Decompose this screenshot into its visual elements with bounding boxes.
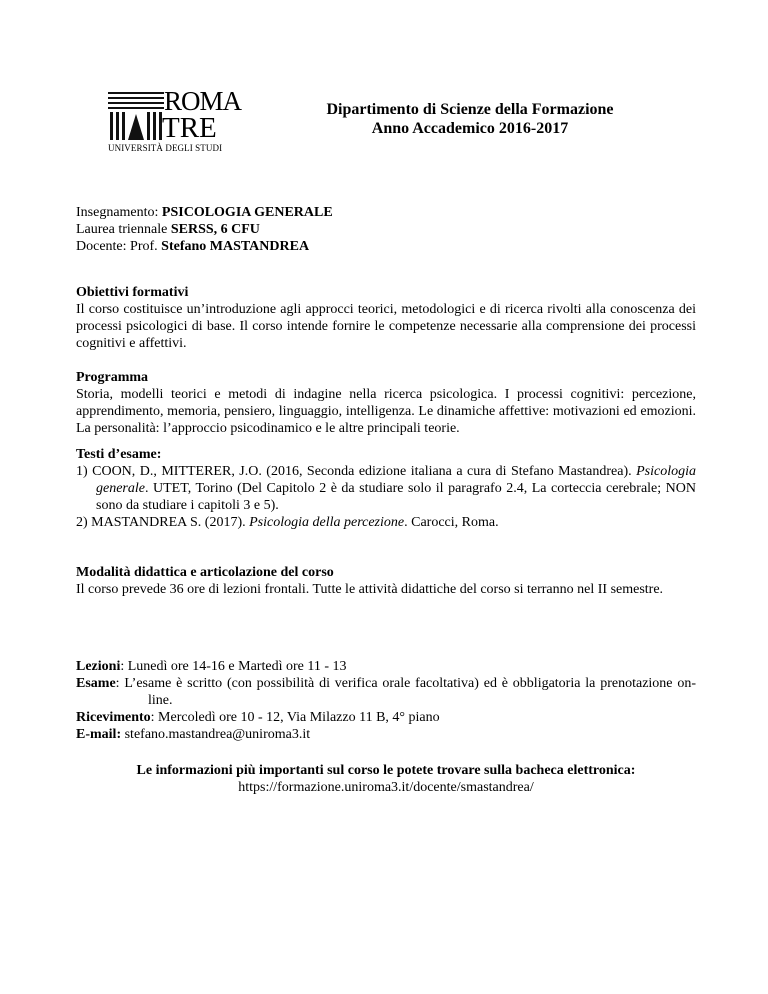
- university-logo: [108, 86, 242, 156]
- section-title: Modalità didattica e articolazione del corso: [76, 565, 334, 580]
- section-title: Programma: [76, 370, 149, 385]
- course-info: [76, 204, 696, 255]
- section-title: Obiettivi formativi: [76, 285, 189, 300]
- logo-emblem-icon: [108, 90, 164, 144]
- list-item: 2) MASTANDREA S. (2017). Psicologia della percezione. Carocci, Roma.: [76, 515, 499, 530]
- section-text: Storia, modelli teorici e metodi di indagine nella ricerca psicologica. I processi cognitivi: percezione, apprendimento, memoria, pensiero, linguaggio, intelligenza. Le dinamiche affettive: motivazioni ed emozioni. La personalità: l’approccio psicodinamico e le altre principali teorie.: [76, 387, 696, 436]
- logo-text-tre: TRE: [162, 112, 217, 144]
- book-title: Psicologia della percezione: [249, 515, 405, 530]
- section-text: Il corso prevede 36 ore di lezioni frontali. Tutte le attività didattiche del corso si terranno nel II semestre.: [76, 582, 664, 597]
- footer-note: [76, 762, 696, 796]
- section-obiettivi: [76, 284, 696, 352]
- book-title: Psicologia generale: [96, 464, 696, 496]
- list-item: 1) COON, D., MITTERER, J.O. (2016, Seconda edizione italiana a cura di Stefano Mastandrea). Psicologia generale. UTET, Torino (Del Capitolo 2 è da studiare solo il paragrafo 2.4, La corteccia cerebrale; NON sono da studiare i capitoli 3 e 5).: [76, 464, 696, 513]
- department-title: Dipartimento di Scienze della Formazione: [326, 101, 614, 118]
- document-header: [300, 100, 640, 138]
- course-line: Insegnamento: PSICOLOGIA GENERALE: [76, 205, 333, 220]
- course-name: PSICOLOGIA GENERALE: [161, 205, 333, 220]
- footer-text: Le informazioni più importanti sul corso le potete trovare sulla bacheca elettronica:: [136, 763, 636, 778]
- logo-text-roma: ROMA: [164, 86, 242, 116]
- logo-text-university: UNIVERSITÀ DEGLI STUDI: [108, 143, 223, 153]
- section-title: Testi d’esame:: [76, 447, 162, 462]
- section-details: [76, 658, 696, 743]
- lezioni-line: Lezioni: Lunedì ore 14-16 e Martedì ore 11 - 13: [76, 659, 347, 674]
- academic-year: Anno Accademico 2016-2017: [371, 120, 569, 137]
- book-list: [76, 463, 696, 531]
- esame-line: Esame: L’esame è scritto (con possibilità di verifica orale facoltativa) ed è obbligatoria la prenotazione on-line.: [76, 676, 696, 708]
- teacher-line: Docente: Prof. Stefano MASTANDREA: [76, 239, 310, 254]
- teacher-name: Stefano MASTANDREA: [161, 239, 310, 254]
- section-text: Il corso costituisce un’introduzione agli approcci teorici, metodologici e di ricerca rivolti alla conoscenza dei processi psicologici di base. Il corso intende fornire le competenze necessarie alla comprensione dei processi cognitivi e affettivi.: [76, 302, 696, 351]
- section-programma: [76, 369, 696, 437]
- footer-url-link[interactable]: https://formazione.uniroma3.it/docente/smastandrea/: [238, 780, 534, 795]
- email-line: E-mail: stefano.mastandrea@uniroma3.it: [76, 727, 311, 742]
- email-address: stefano.mastandrea@uniroma3.it: [121, 727, 311, 742]
- ricevimento-line: Ricevimento: Mercoledì ore 10 - 12, Via Milazzo 11 B, 4° piano: [76, 710, 440, 725]
- section-testi: [76, 446, 696, 531]
- degree-line: Laurea triennale SERSS, 6 CFU: [76, 222, 260, 237]
- section-modalita: [76, 564, 696, 598]
- degree-name: SERSS, 6 CFU: [170, 222, 260, 237]
